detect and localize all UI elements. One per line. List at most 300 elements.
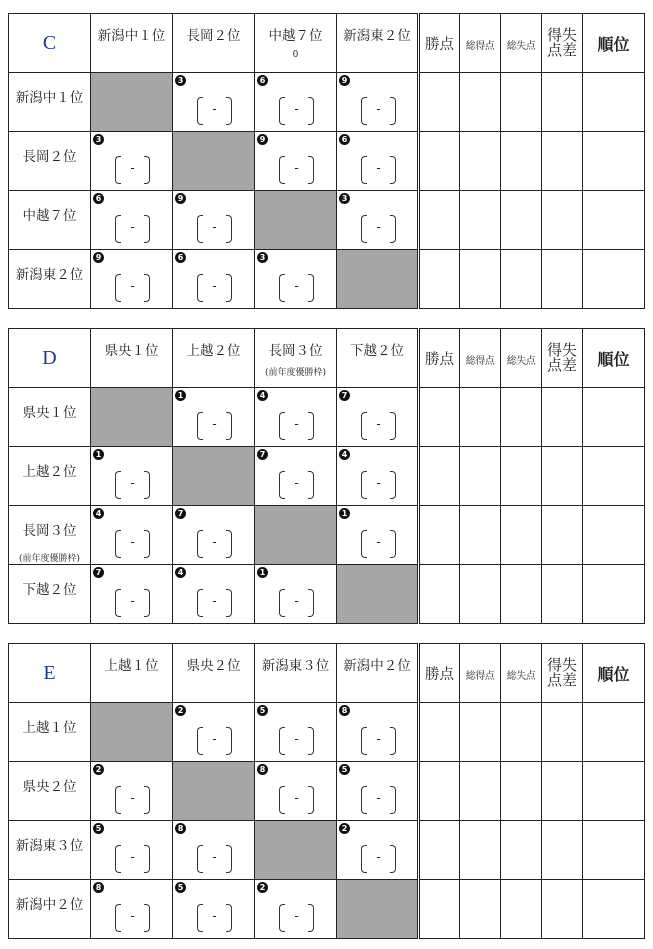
score-entry[interactable] — [115, 156, 150, 184]
score-entry[interactable] — [361, 97, 396, 125]
score-dash: - — [130, 791, 135, 805]
goal-diff-cell[interactable] — [542, 880, 583, 939]
score-dash: - — [130, 850, 135, 864]
score-dash: - — [376, 791, 381, 805]
match-number-badge: 5 — [175, 882, 186, 893]
match-cell[interactable] — [91, 191, 173, 250]
score-dash: - — [212, 594, 217, 608]
goal-diff-header-label: 得失点差 — [546, 340, 577, 374]
match-cell[interactable] — [255, 880, 337, 939]
right-bracket — [390, 530, 396, 558]
match-cell[interactable] — [91, 506, 173, 565]
score-entry[interactable] — [115, 530, 150, 558]
rank-cell[interactable] — [583, 388, 645, 447]
score-entry[interactable] — [197, 274, 232, 302]
match-number-badge: 1 — [93, 449, 104, 460]
match-number-badge: 6 — [257, 75, 268, 86]
total-conceded-cell[interactable] — [501, 703, 542, 762]
total-scored-cell[interactable] — [460, 132, 501, 191]
column-team-name: 下越２位 — [350, 343, 404, 359]
goal-diff-cell[interactable] — [542, 250, 583, 309]
score-dash: - — [376, 220, 381, 234]
match-cell[interactable] — [337, 191, 419, 250]
match-number-badge: 9 — [93, 252, 104, 263]
wins-cell[interactable] — [419, 388, 460, 447]
goal-diff-cell[interactable] — [542, 821, 583, 880]
rank-cell[interactable] — [583, 880, 645, 939]
score-entry[interactable] — [279, 97, 314, 125]
right-bracket — [308, 727, 314, 755]
total-conceded-cell[interactable] — [501, 191, 542, 250]
score-dash: - — [212, 102, 217, 116]
score-dash: - — [212, 535, 217, 549]
team-row — [9, 880, 645, 939]
wins-header-label: 勝点 — [425, 36, 454, 53]
total-scored-cell[interactable] — [460, 565, 501, 624]
score-dash: - — [376, 850, 381, 864]
total-conceded-header-label: 総失点 — [506, 40, 536, 52]
score-dash: - — [294, 279, 299, 293]
match-number-badge: 6 — [175, 252, 186, 263]
score-entry[interactable] — [197, 904, 232, 932]
team-row — [9, 506, 645, 565]
column-team-header — [337, 644, 419, 703]
wins-cell[interactable] — [419, 73, 460, 132]
score-entry[interactable] — [115, 845, 150, 873]
wins-cell[interactable] — [419, 447, 460, 506]
row-team-name: 新潟東２位 — [15, 267, 84, 283]
wins-header-label: 勝点 — [425, 351, 454, 368]
match-number-badge: 2 — [257, 882, 268, 893]
header-row — [9, 14, 645, 73]
column-team-header — [255, 329, 337, 388]
goal-diff-cell[interactable] — [542, 703, 583, 762]
match-cell[interactable] — [255, 565, 337, 624]
total-scored-cell[interactable] — [460, 447, 501, 506]
match-cell[interactable] — [91, 821, 173, 880]
match-cell[interactable] — [173, 821, 255, 880]
row-team-header — [9, 880, 91, 939]
row-team-name: 県央２位 — [22, 779, 77, 795]
match-cell[interactable] — [337, 506, 419, 565]
score-entry[interactable] — [115, 786, 150, 814]
wins-cell[interactable] — [419, 762, 460, 821]
match-number-badge: 7 — [175, 508, 186, 519]
row-team-header — [9, 73, 91, 132]
group-table-e — [8, 643, 645, 939]
wins-header — [419, 644, 460, 703]
match-cell[interactable] — [255, 388, 337, 447]
score-dash: - — [376, 417, 381, 431]
wins-cell[interactable] — [419, 565, 460, 624]
total-scored-cell[interactable] — [460, 703, 501, 762]
match-cell[interactable] — [255, 703, 337, 762]
right-bracket — [226, 274, 232, 302]
match-cell[interactable] — [173, 506, 255, 565]
total-conceded-header-label: 総失点 — [506, 670, 536, 682]
column-team-note: (前年度優勝枠) — [264, 368, 327, 378]
match-cell[interactable] — [91, 132, 173, 191]
match-cell[interactable] — [337, 821, 419, 880]
right-bracket — [308, 904, 314, 932]
team-row — [9, 821, 645, 880]
match-cell[interactable] — [337, 132, 419, 191]
group-letter: D — [9, 329, 91, 388]
score-entry[interactable] — [115, 471, 150, 499]
group-table-d — [8, 328, 645, 624]
score-dash: - — [130, 476, 135, 490]
match-cell[interactable] — [255, 132, 337, 191]
right-bracket — [308, 156, 314, 184]
self-match-cell — [91, 73, 173, 132]
goal-diff-cell[interactable] — [542, 132, 583, 191]
goal-diff-header-label: 得失点差 — [546, 25, 577, 59]
score-entry[interactable] — [197, 412, 232, 440]
score-entry[interactable] — [279, 904, 314, 932]
match-cell[interactable] — [173, 565, 255, 624]
row-team-header — [9, 250, 91, 309]
goal-diff-cell[interactable] — [542, 506, 583, 565]
match-number-badge: 8 — [257, 764, 268, 775]
match-number-badge: 1 — [257, 567, 268, 578]
row-team-name: 長岡３位 — [22, 523, 77, 539]
column-team-name: 上越２位 — [186, 343, 241, 359]
match-number-badge: 4 — [93, 508, 104, 519]
total-conceded-cell[interactable] — [501, 565, 542, 624]
self-match-cell — [337, 250, 419, 309]
column-team-name: 新潟中２位 — [343, 658, 411, 674]
match-cell[interactable] — [91, 565, 173, 624]
group-table-c — [8, 13, 645, 309]
wins-cell[interactable] — [419, 880, 460, 939]
total-scored-cell[interactable] — [460, 506, 501, 565]
total-scored-cell[interactable] — [460, 388, 501, 447]
column-team-name: 長岡３位 — [268, 343, 323, 359]
total-conceded-cell[interactable] — [501, 762, 542, 821]
score-entry[interactable] — [279, 471, 314, 499]
score-dash: - — [294, 594, 299, 608]
match-number-badge: 2 — [93, 764, 104, 775]
match-cell[interactable] — [255, 447, 337, 506]
score-entry[interactable] — [361, 471, 396, 499]
match-number-badge: 8 — [175, 823, 186, 834]
match-number-badge: 7 — [257, 449, 268, 460]
row-team-header — [9, 703, 91, 762]
score-dash: - — [294, 732, 299, 746]
score-entry[interactable] — [361, 156, 396, 184]
score-entry[interactable] — [361, 412, 396, 440]
rank-header-label: 順位 — [597, 666, 630, 684]
column-team-header — [255, 14, 337, 73]
score-dash: - — [294, 476, 299, 490]
header-row — [9, 329, 645, 388]
goal-diff-header — [542, 14, 583, 73]
score-dash: - — [376, 161, 381, 175]
right-bracket — [390, 786, 396, 814]
column-team-name: 新潟東２位 — [343, 28, 411, 44]
row-team-header — [9, 447, 91, 506]
self-match-cell — [91, 703, 173, 762]
score-entry[interactable] — [279, 156, 314, 184]
match-number-badge: 4 — [339, 449, 350, 460]
score-entry[interactable] — [361, 786, 396, 814]
column-team-header — [173, 14, 255, 73]
right-bracket — [144, 215, 150, 243]
score-entry[interactable] — [115, 215, 150, 243]
rank-cell[interactable] — [583, 191, 645, 250]
match-number-badge: 6 — [339, 134, 350, 145]
score-dash: - — [212, 417, 217, 431]
rank-header-label: 順位 — [597, 36, 630, 54]
total-conceded-header-label: 総失点 — [506, 355, 536, 367]
total-scored-cell[interactable] — [460, 821, 501, 880]
total-conceded-cell[interactable] — [501, 506, 542, 565]
total-scored-header — [460, 329, 501, 388]
column-team-name: 中越７位 — [268, 28, 323, 44]
score-entry[interactable] — [197, 589, 232, 617]
match-number-badge: 4 — [257, 390, 268, 401]
rank-header — [583, 644, 645, 703]
goal-diff-header — [542, 644, 583, 703]
score-entry[interactable] — [361, 530, 396, 558]
score-entry[interactable] — [197, 845, 232, 873]
score-entry[interactable] — [279, 412, 314, 440]
column-team-name: 県央１位 — [104, 343, 159, 359]
right-bracket — [226, 215, 232, 243]
goal-diff-cell[interactable] — [542, 565, 583, 624]
score-dash: - — [294, 161, 299, 175]
self-match-cell — [255, 191, 337, 250]
match-number-badge: 9 — [339, 75, 350, 86]
right-bracket — [226, 904, 232, 932]
score-entry[interactable] — [197, 97, 232, 125]
goal-diff-cell[interactable] — [542, 73, 583, 132]
score-entry[interactable] — [279, 727, 314, 755]
self-match-cell — [173, 447, 255, 506]
right-bracket — [226, 589, 232, 617]
total-scored-cell[interactable] — [460, 73, 501, 132]
goal-diff-cell[interactable] — [542, 762, 583, 821]
group-letter: C — [9, 14, 91, 73]
match-cell[interactable] — [91, 447, 173, 506]
match-cell[interactable] — [173, 388, 255, 447]
column-team-header — [91, 644, 173, 703]
rank-cell[interactable] — [583, 73, 645, 132]
column-team-header — [91, 329, 173, 388]
rank-cell[interactable] — [583, 132, 645, 191]
wins-header-label: 勝点 — [425, 666, 454, 683]
total-scored-header-label: 総得点 — [465, 355, 495, 367]
column-team-header — [173, 329, 255, 388]
right-bracket — [390, 215, 396, 243]
match-number-badge: 9 — [175, 193, 186, 204]
score-dash: - — [376, 102, 381, 116]
row-team-name: 下越２位 — [22, 582, 77, 598]
score-entry[interactable] — [115, 904, 150, 932]
wins-cell[interactable] — [419, 250, 460, 309]
score-entry[interactable] — [197, 530, 232, 558]
total-conceded-cell[interactable] — [501, 388, 542, 447]
row-team-header — [9, 565, 91, 624]
match-cell[interactable] — [337, 703, 419, 762]
match-cell[interactable] — [255, 762, 337, 821]
score-dash: - — [130, 535, 135, 549]
row-team-name: 上越２位 — [22, 464, 77, 480]
header-row — [9, 644, 645, 703]
score-entry[interactable] — [115, 274, 150, 302]
total-conceded-cell[interactable] — [501, 880, 542, 939]
right-bracket — [226, 845, 232, 873]
total-scored-header — [460, 644, 501, 703]
rank-header — [583, 14, 645, 73]
score-dash: - — [294, 791, 299, 805]
total-scored-header — [460, 14, 501, 73]
column-team-header — [255, 644, 337, 703]
right-bracket — [226, 530, 232, 558]
match-cell[interactable] — [91, 880, 173, 939]
score-dash: - — [212, 220, 217, 234]
row-team-name: 長岡２位 — [22, 149, 77, 165]
score-entry[interactable] — [197, 727, 232, 755]
total-conceded-cell[interactable] — [501, 250, 542, 309]
right-bracket — [144, 589, 150, 617]
team-row — [9, 762, 645, 821]
match-cell[interactable] — [91, 250, 173, 309]
match-cell[interactable] — [91, 762, 173, 821]
right-bracket — [390, 727, 396, 755]
column-team-name: 新潟東３位 — [261, 658, 330, 674]
self-match-cell — [337, 880, 419, 939]
total-scored-header-label: 総得点 — [465, 670, 495, 682]
wins-cell[interactable] — [419, 703, 460, 762]
team-row — [9, 250, 645, 309]
column-team-note: 0 — [292, 50, 299, 60]
match-cell[interactable] — [173, 703, 255, 762]
row-team-header — [9, 388, 91, 447]
wins-cell[interactable] — [419, 821, 460, 880]
match-number-badge: 1 — [175, 390, 186, 401]
wins-header — [419, 329, 460, 388]
right-bracket — [308, 471, 314, 499]
score-entry[interactable] — [361, 727, 396, 755]
team-row — [9, 191, 645, 250]
match-cell[interactable] — [255, 250, 337, 309]
rank-cell[interactable] — [583, 250, 645, 309]
total-conceded-cell[interactable] — [501, 447, 542, 506]
score-entry[interactable] — [279, 786, 314, 814]
match-cell[interactable] — [337, 388, 419, 447]
score-dash: - — [130, 909, 135, 923]
match-number-badge: 5 — [93, 823, 104, 834]
score-dash: - — [130, 279, 135, 293]
total-conceded-header — [501, 14, 542, 73]
right-bracket — [144, 904, 150, 932]
column-team-header — [91, 14, 173, 73]
wins-header — [419, 14, 460, 73]
self-match-cell — [173, 132, 255, 191]
score-dash: - — [294, 102, 299, 116]
score-entry[interactable] — [279, 274, 314, 302]
total-scored-cell[interactable] — [460, 250, 501, 309]
right-bracket — [144, 845, 150, 873]
match-cell[interactable] — [255, 73, 337, 132]
total-scored-cell[interactable] — [460, 762, 501, 821]
column-team-header — [337, 14, 419, 73]
rank-cell[interactable] — [583, 762, 645, 821]
total-scored-cell[interactable] — [460, 880, 501, 939]
total-conceded-cell[interactable] — [501, 73, 542, 132]
right-bracket — [144, 274, 150, 302]
match-number-badge: 7 — [93, 567, 104, 578]
column-team-header — [337, 329, 419, 388]
right-bracket — [226, 97, 232, 125]
team-row — [9, 132, 645, 191]
match-number-badge: 8 — [93, 882, 104, 893]
row-team-header — [9, 191, 91, 250]
rank-cell[interactable] — [583, 565, 645, 624]
match-number-badge: 7 — [339, 390, 350, 401]
row-team-name: 新潟東３位 — [15, 838, 84, 854]
match-cell[interactable] — [337, 447, 419, 506]
match-number-badge: 9 — [257, 134, 268, 145]
match-cell[interactable] — [173, 191, 255, 250]
right-bracket — [144, 530, 150, 558]
right-bracket — [308, 786, 314, 814]
wins-cell[interactable] — [419, 132, 460, 191]
score-entry[interactable] — [115, 589, 150, 617]
goal-diff-cell[interactable] — [542, 447, 583, 506]
rank-header — [583, 329, 645, 388]
wins-cell[interactable] — [419, 191, 460, 250]
goal-diff-cell[interactable] — [542, 191, 583, 250]
self-match-cell — [337, 565, 419, 624]
total-conceded-cell[interactable] — [501, 821, 542, 880]
total-conceded-header — [501, 644, 542, 703]
match-number-badge: 4 — [175, 567, 186, 578]
total-scored-cell[interactable] — [460, 191, 501, 250]
total-conceded-cell[interactable] — [501, 132, 542, 191]
score-entry[interactable] — [361, 845, 396, 873]
right-bracket — [390, 156, 396, 184]
score-dash: - — [130, 220, 135, 234]
match-cell[interactable] — [173, 250, 255, 309]
rank-cell[interactable] — [583, 821, 645, 880]
right-bracket — [308, 97, 314, 125]
score-entry[interactable] — [279, 589, 314, 617]
score-dash: - — [130, 594, 135, 608]
column-team-name: 新潟中１位 — [97, 28, 166, 44]
goal-diff-cell[interactable] — [542, 388, 583, 447]
match-number-badge: 5 — [339, 764, 350, 775]
wins-cell[interactable] — [419, 506, 460, 565]
score-entry[interactable] — [197, 215, 232, 243]
score-entry[interactable] — [361, 215, 396, 243]
match-cell[interactable] — [337, 73, 419, 132]
match-cell[interactable] — [173, 73, 255, 132]
rank-cell[interactable] — [583, 506, 645, 565]
row-team-name: 上越１位 — [22, 720, 77, 736]
match-cell[interactable] — [173, 880, 255, 939]
row-team-header — [9, 821, 91, 880]
match-number-badge: 3 — [175, 75, 186, 86]
score-dash: - — [376, 732, 381, 746]
row-team-name: 中越７位 — [22, 208, 77, 224]
right-bracket — [390, 97, 396, 125]
rank-cell[interactable] — [583, 447, 645, 506]
match-cell[interactable] — [337, 762, 419, 821]
rank-cell[interactable] — [583, 703, 645, 762]
group-letter: E — [9, 644, 91, 703]
